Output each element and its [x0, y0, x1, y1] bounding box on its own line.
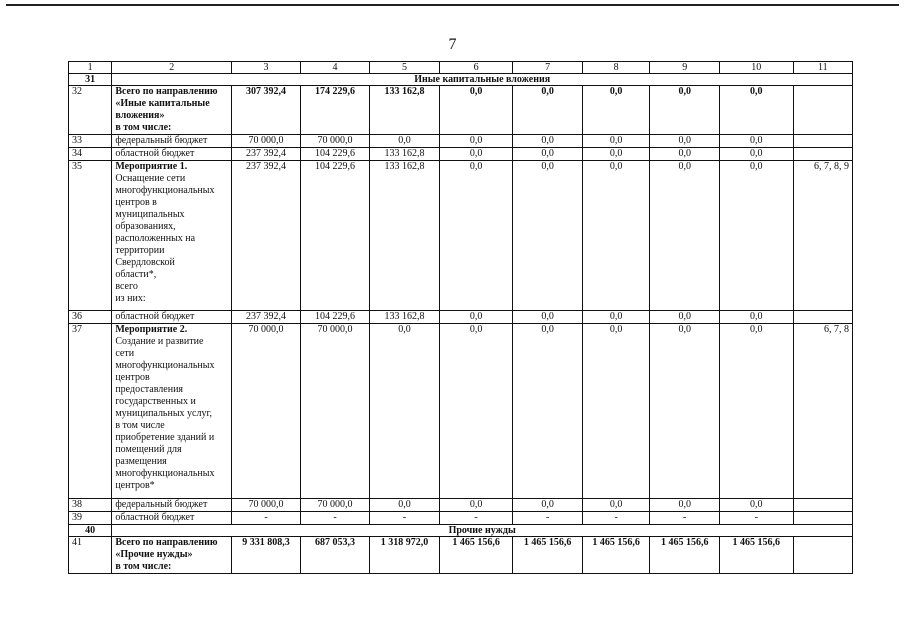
item-name-line: муниципальных услуг, [115, 408, 212, 419]
value-cell-col8: 0,0 [582, 148, 650, 161]
value-cell-col10: 0,0 [719, 161, 793, 311]
value-cell-col10: 0,0 [719, 311, 793, 324]
table-row [69, 512, 853, 525]
table-row [69, 311, 853, 324]
value-cell-col4: 687 053,3 [300, 537, 370, 574]
value-cell-col9: 0,0 [650, 148, 720, 161]
value-cell-col10: 0,0 [719, 499, 793, 512]
value-cell-col6: 0,0 [439, 311, 513, 324]
value-cell-col3: 70 000,0 [232, 499, 301, 512]
value-cell-col3: 307 392,4 [232, 86, 301, 135]
item-name-line: помещений для [115, 444, 182, 455]
item-name-line: Мероприятие 2. [115, 324, 188, 335]
value-cell-col10: 0,0 [719, 86, 793, 135]
item-name-line: Всего по направлению [115, 537, 218, 548]
row-number: 34 [69, 148, 112, 161]
target-indicators [793, 86, 852, 135]
header-cell-6: 6 [439, 62, 513, 74]
value-cell-col6: 0,0 [439, 148, 513, 161]
header-cell-2: 2 [112, 62, 232, 74]
target-indicators [793, 499, 852, 512]
value-cell-col9: 0,0 [650, 135, 720, 148]
value-cell-col7: 0,0 [513, 135, 583, 148]
value-cell-col5: 133 162,8 [370, 161, 440, 311]
value-cell-col10: 1 465 156,6 [719, 537, 793, 574]
value-cell-col4: 70 000,0 [300, 324, 370, 499]
item-name-line: расположенных на [115, 233, 196, 244]
value-cell-col6: 0,0 [439, 161, 513, 311]
header-cell-10: 10 [719, 62, 793, 74]
value-cell-col9: 0,0 [650, 324, 720, 499]
header-cell-1: 1 [69, 62, 112, 74]
item-name [112, 311, 232, 324]
value-cell-col5: 0,0 [370, 499, 440, 512]
header-cell-9: 9 [650, 62, 720, 74]
table-row [69, 86, 853, 135]
row-number: 37 [69, 324, 112, 499]
row-number: 36 [69, 311, 112, 324]
value-cell-col10: 0,0 [719, 135, 793, 148]
value-cell-col5: 133 162,8 [370, 86, 440, 135]
section-title: Прочие нужды [112, 525, 853, 537]
item-name-line: в том числе: [115, 122, 172, 133]
item-name-line: сети [115, 348, 135, 359]
value-cell-col7: 0,0 [513, 324, 583, 499]
value-cell-col7: 1 465 156,6 [513, 537, 583, 574]
item-name-line: из них: [115, 293, 146, 304]
item-name-line: «Прочие нужды» [115, 549, 193, 560]
value-cell-col7: 0,0 [513, 499, 583, 512]
value-cell-col4: 104 229,6 [300, 161, 370, 311]
value-cell-col3: 70 000,0 [232, 324, 301, 499]
value-cell-col9: 0,0 [650, 161, 720, 311]
target-indicators [793, 311, 852, 324]
value-cell-col8: - [582, 512, 650, 525]
header-cell-7: 7 [513, 62, 583, 74]
page-number: 7 [448, 36, 457, 53]
table-row [69, 135, 853, 148]
item-name-line: областной бюджет [115, 512, 195, 523]
value-cell-col7: 0,0 [513, 148, 583, 161]
value-cell-col8: 0,0 [582, 161, 650, 311]
value-cell-col5: 0,0 [370, 135, 440, 148]
table-row [69, 324, 853, 499]
value-cell-col9: 1 465 156,6 [650, 537, 720, 574]
value-cell-col5: 1 318 972,0 [370, 537, 440, 574]
target-indicators: 6, 7, 8, 9 [793, 161, 852, 311]
item-name-line: вложения» [115, 110, 165, 121]
target-indicators [793, 148, 852, 161]
item-name-line: «Иные капитальные [115, 98, 210, 109]
item-name-line: Свердловской [115, 257, 175, 268]
table-row [69, 537, 853, 574]
value-cell-col7: 0,0 [513, 86, 583, 135]
row-number: 40 [69, 525, 112, 537]
value-cell-col4: - [300, 512, 370, 525]
item-name-line: многофункциональных [115, 360, 215, 371]
item-name-line: всего [115, 281, 138, 292]
value-cell-col3: 9 331 808,3 [232, 537, 301, 574]
value-cell-col8: 0,0 [582, 135, 650, 148]
item-name [112, 537, 232, 574]
section-row [69, 74, 853, 86]
top-rule [6, 4, 899, 6]
header-cell-8: 8 [582, 62, 650, 74]
value-cell-col6: 1 465 156,6 [439, 537, 513, 574]
value-cell-col10: - [719, 512, 793, 525]
budget-table [68, 61, 853, 574]
value-cell-col3: 237 392,4 [232, 148, 301, 161]
item-name-line: Оснащение сети [115, 173, 186, 184]
item-name-line: территории [115, 245, 165, 256]
value-cell-col8: 1 465 156,6 [582, 537, 650, 574]
value-cell-col4: 104 229,6 [300, 148, 370, 161]
header-row [69, 62, 853, 74]
item-name-line: областной бюджет [115, 148, 195, 159]
value-cell-col8: 0,0 [582, 86, 650, 135]
item-name-line: областной бюджет [115, 311, 195, 322]
target-indicators [793, 537, 852, 574]
item-name-line: Мероприятие 1. [115, 161, 188, 172]
item-name-line: государственных и [115, 396, 196, 407]
value-cell-col6: - [439, 512, 513, 525]
header-cell-5: 5 [370, 62, 440, 74]
item-name-line: Создание и развитие [115, 336, 204, 347]
item-name-line: федеральный бюджет [115, 135, 208, 146]
header-cell-11: 11 [793, 62, 852, 74]
value-cell-col4: 70 000,0 [300, 499, 370, 512]
item-name-line: в том числе [115, 420, 165, 431]
value-cell-col10: 0,0 [719, 324, 793, 499]
item-name-line: многофункциональных [115, 468, 215, 479]
row-number: 38 [69, 499, 112, 512]
value-cell-col8: 0,0 [582, 324, 650, 499]
value-cell-col8: 0,0 [582, 311, 650, 324]
item-name-line: области*, [115, 269, 157, 280]
item-name-line: размещения [115, 456, 167, 467]
value-cell-col5: - [370, 512, 440, 525]
value-cell-col6: 0,0 [439, 324, 513, 499]
value-cell-col7: 0,0 [513, 161, 583, 311]
table-row [69, 148, 853, 161]
row-number: 39 [69, 512, 112, 525]
value-cell-col6: 0,0 [439, 135, 513, 148]
section-row [69, 525, 853, 537]
header-cell-4: 4 [300, 62, 370, 74]
value-cell-col6: 0,0 [439, 499, 513, 512]
row-number: 31 [69, 74, 112, 86]
value-cell-col10: 0,0 [719, 148, 793, 161]
table-row [69, 161, 853, 311]
value-cell-col3: 70 000,0 [232, 135, 301, 148]
item-name [112, 499, 232, 512]
item-name-line: приобретение зданий и [115, 432, 215, 443]
value-cell-col7: - [513, 512, 583, 525]
item-name [112, 512, 232, 525]
item-name [112, 148, 232, 161]
value-cell-col8: 0,0 [582, 499, 650, 512]
value-cell-col9: 0,0 [650, 499, 720, 512]
value-cell-col9: 0,0 [650, 86, 720, 135]
value-cell-col9: - [650, 512, 720, 525]
value-cell-col3: 237 392,4 [232, 311, 301, 324]
value-cell-col4: 104 229,6 [300, 311, 370, 324]
value-cell-col3: - [232, 512, 301, 525]
value-cell-col6: 0,0 [439, 86, 513, 135]
item-name-line: в том числе: [115, 561, 172, 572]
row-number: 32 [69, 86, 112, 135]
item-name-line: Всего по направлению [115, 86, 218, 97]
value-cell-col5: 133 162,8 [370, 148, 440, 161]
row-number: 35 [69, 161, 112, 311]
target-indicators [793, 135, 852, 148]
item-name-line: муниципальных [115, 209, 185, 220]
value-cell-col9: 0,0 [650, 311, 720, 324]
header-cell-3: 3 [232, 62, 301, 74]
item-name-line: предоставления [115, 384, 184, 395]
value-cell-col3: 237 392,4 [232, 161, 301, 311]
value-cell-col4: 70 000,0 [300, 135, 370, 148]
target-indicators: 6, 7, 8 [793, 324, 852, 499]
row-number: 41 [69, 537, 112, 574]
value-cell-col5: 133 162,8 [370, 311, 440, 324]
value-cell-col5: 0,0 [370, 324, 440, 499]
table-row [69, 499, 853, 512]
value-cell-col7: 0,0 [513, 311, 583, 324]
item-name [112, 324, 232, 499]
item-name [112, 135, 232, 148]
item-name-line: центров в [115, 197, 157, 208]
value-cell-col4: 174 229,6 [300, 86, 370, 135]
section-title: Иные капитальные вложения [112, 74, 853, 86]
item-name-line: центров [115, 372, 150, 383]
row-number: 33 [69, 135, 112, 148]
item-name [112, 161, 232, 311]
item-name-line: центров* [115, 480, 155, 491]
target-indicators [793, 512, 852, 525]
item-name-line: образованиях, [115, 221, 176, 232]
item-name [112, 86, 232, 135]
item-name-line: федеральный бюджет [115, 499, 208, 510]
item-name-line: многофункциональных [115, 185, 215, 196]
